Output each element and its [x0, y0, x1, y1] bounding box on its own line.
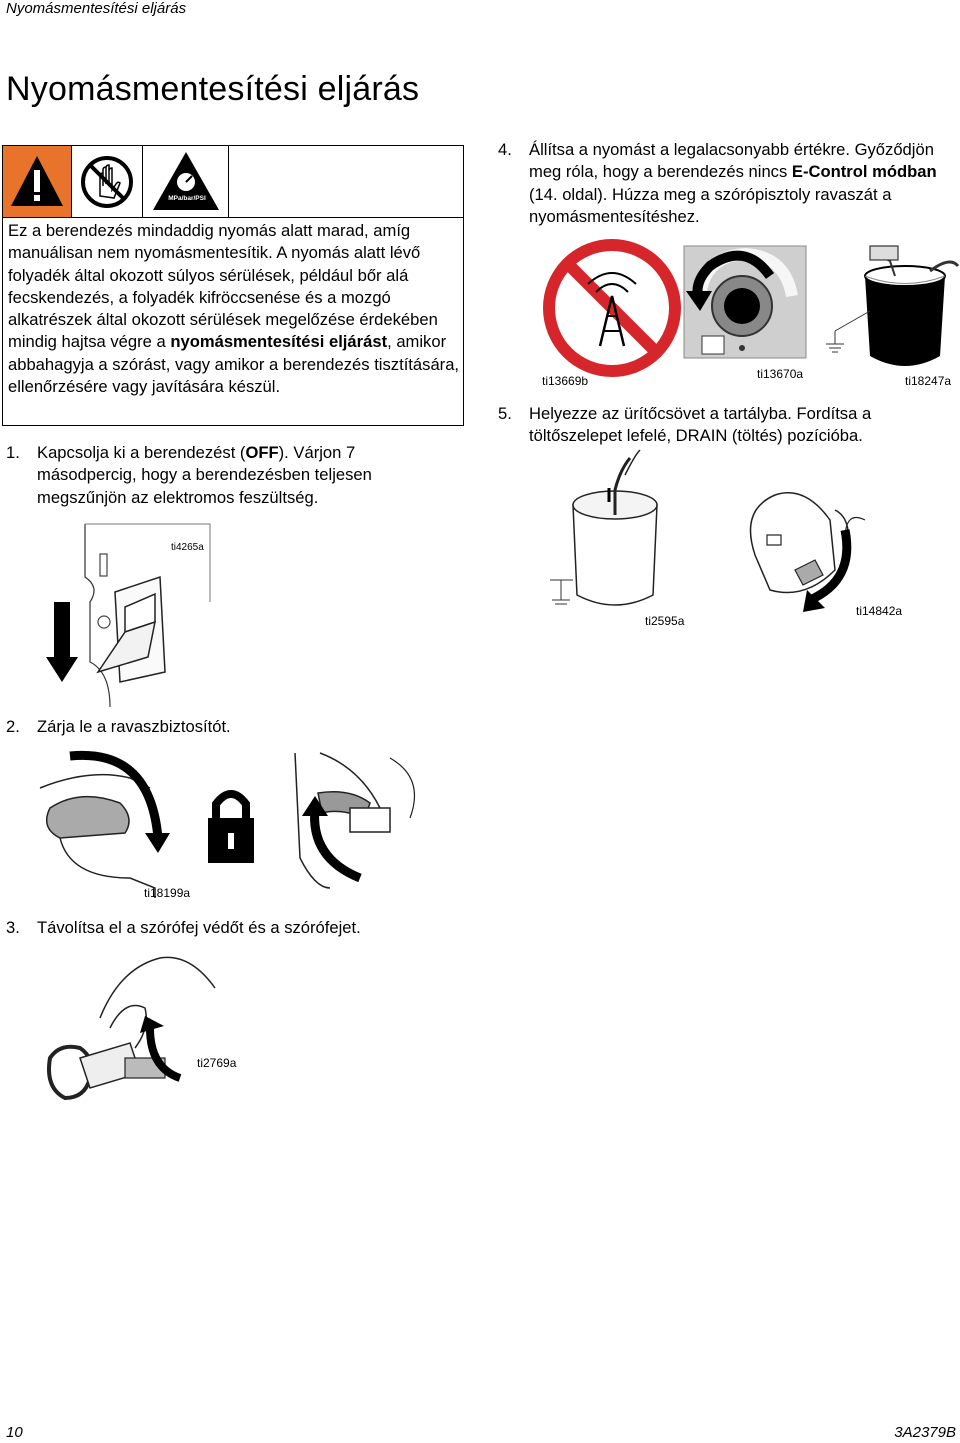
figure-label: ti4265a: [171, 542, 204, 553]
figure-label: ti13670a: [757, 367, 804, 381]
page-number: 10: [6, 1424, 23, 1441]
figure-label: ti2595a: [645, 614, 685, 628]
figure-tip-removal: [40, 948, 260, 1108]
figure-power-switch: [30, 522, 220, 712]
step-number: 2.: [6, 717, 20, 736]
warning-text: [8, 220, 460, 398]
figure-label: ti18199a: [144, 886, 191, 900]
figure-label: ti13669b: [542, 374, 589, 388]
step-text: ). Várjon 7 másodpercig, hogy a berendezésben teljesen megszűnjön az elektromos feszültség.: [37, 443, 372, 507]
warning-text-bold: nyomásmentesítési eljárást: [170, 332, 388, 352]
document-code: 3A2379B: [894, 1424, 956, 1441]
step-number: 4.: [498, 140, 512, 159]
figure-trigger-lock: [30, 748, 450, 908]
step-text-bold: E-Control módban: [791, 162, 937, 182]
figure-label: ti18247a: [905, 374, 952, 388]
warning-text-part2: , amikor abbahagyja a szórást, vagy amikor a berendezés tisztítására, ellenőrzésére vagy javítására készül.: [8, 332, 460, 397]
pressure-gauge-icon: [143, 146, 229, 218]
warning-box: [2, 145, 464, 426]
gauge-label: MPa/bar/PSI: [168, 195, 206, 202]
figure-label: ti14842a: [856, 604, 903, 618]
gun-bucket-figure: [530, 236, 960, 396]
step-text: Állítsa a nyomást a legalacsonyabb értékre. Győződjön meg róla, hogy a berendezés nincs: [529, 140, 934, 182]
figure-row-step-4: [530, 236, 960, 396]
step-1: [6, 442, 446, 509]
step-5: [498, 403, 938, 448]
step-number: 3.: [6, 918, 20, 937]
figure-row-step-5: [545, 450, 955, 640]
step-2: [6, 716, 446, 738]
no-hand-icon: [72, 146, 143, 218]
step-number: 1.: [6, 443, 20, 462]
step-text: Kapcsolja ki a berendezést (: [37, 443, 246, 462]
step-text: Távolítsa el a szórófej védőt és a szórófejet.: [37, 918, 361, 937]
step-text: Zárja le a ravaszbiztosítót.: [37, 717, 231, 736]
figure-label: ti2769a: [197, 1056, 237, 1070]
step-text-bold: OFF: [245, 443, 279, 462]
running-header: Nyomásmentesítési eljárás: [6, 0, 187, 17]
warning-triangle-icon: [3, 146, 72, 218]
step-number: 5.: [498, 404, 512, 423]
step-text: Helyezze az ürítőcsövet a tartályba. Fordítsa a töltőszelepet lefelé, DRAIN (töltés) pozícióba.: [529, 404, 872, 446]
page-title: Nyomásmentesítési eljárás: [6, 70, 420, 108]
step-3: [6, 917, 446, 939]
step-4: [498, 139, 938, 228]
warning-text-part1: Ez a berendezés mindaddig nyomás alatt marad, amíg manuálisan nem nyomásmentesítik. A nyomás alatt lévő folyadék által okozott súlyos sérülések, például bőr alá fecskendezés, a folyadék kifröccsenése és a mozgó alkatrészek által okozott sérülések megelőzése érdekében mindig hajtsa végre a: [8, 221, 438, 352]
step-text: (14. oldal). Húzza meg a szórópisztoly ravaszát a nyomásmentesítéshez.: [529, 184, 892, 226]
